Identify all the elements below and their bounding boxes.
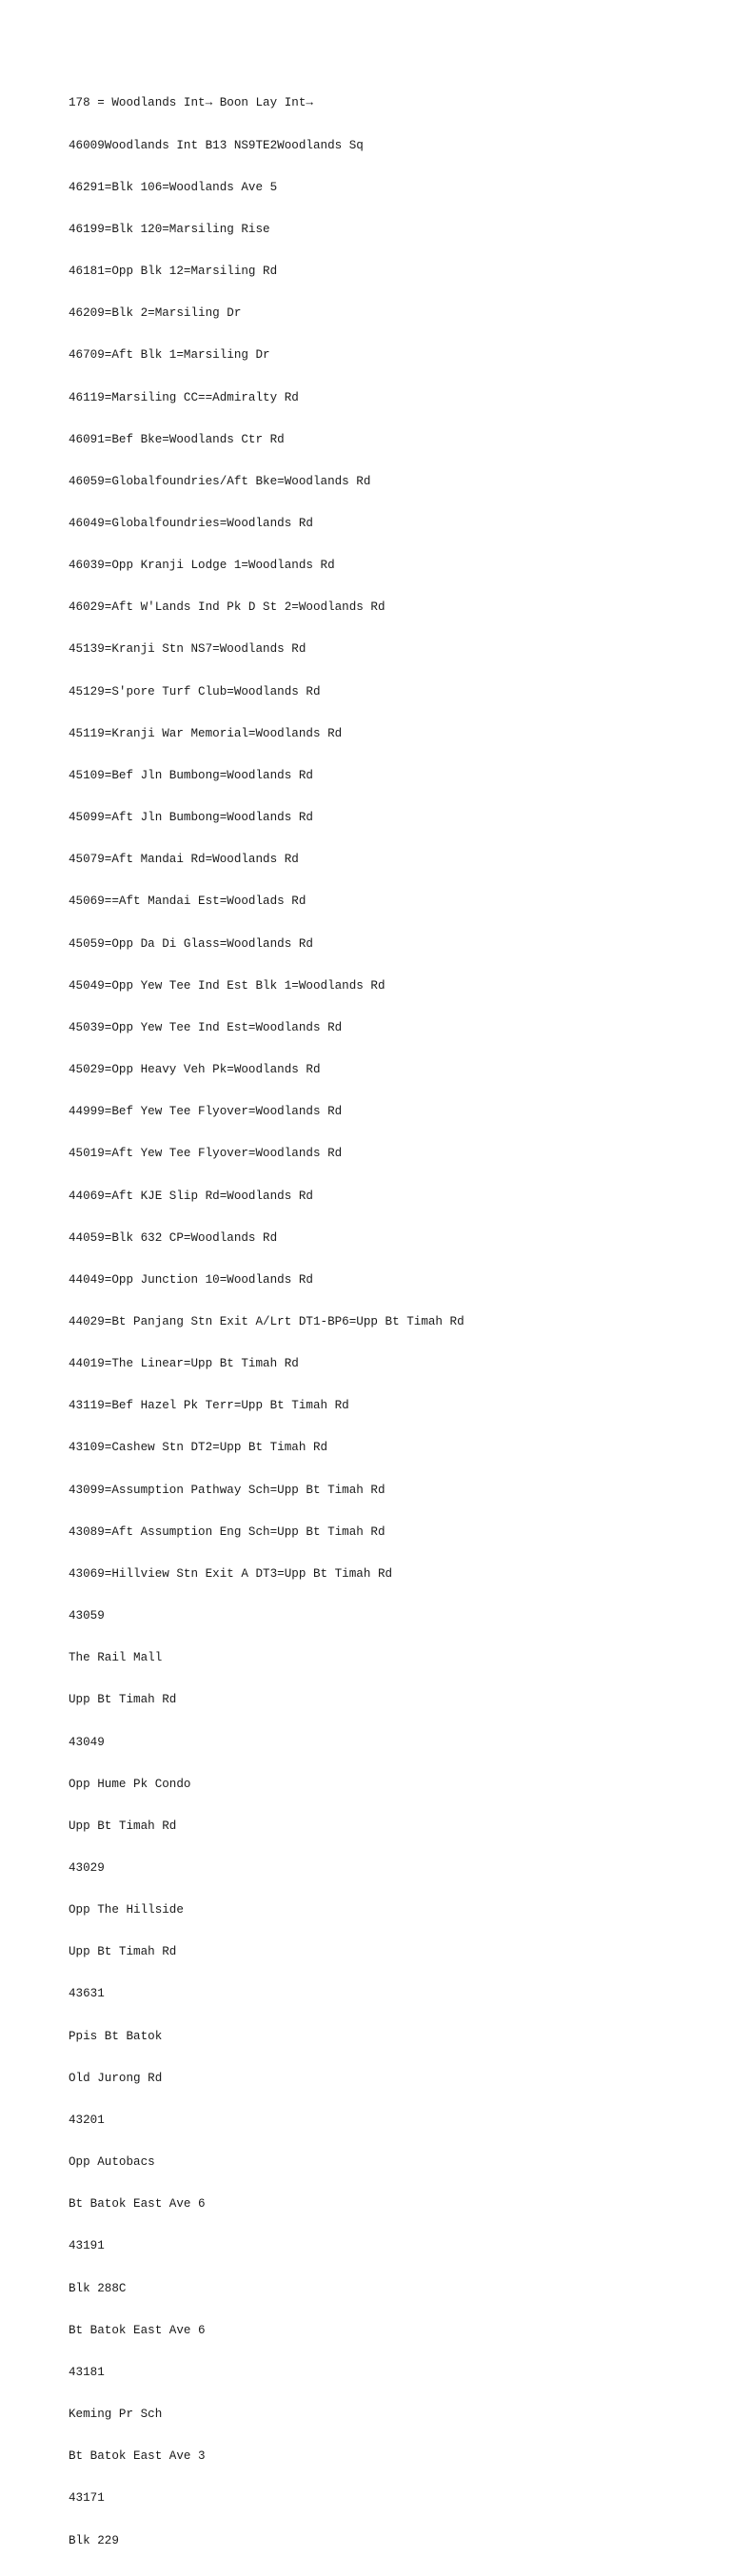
- stop-line: 44069=Aft KJE Slip Rd=Woodlands Rd: [69, 1189, 313, 1203]
- stop-code: 43181: [69, 2365, 105, 2379]
- stop-line: 46181=Opp Blk 12=Marsiling Rd: [69, 265, 278, 279]
- stop-road: Bt Batok East Ave 6: [69, 2323, 206, 2337]
- stop-description: Ppis Bt Batok: [69, 2029, 163, 2043]
- stop-code: 43171: [69, 2491, 105, 2506]
- stop-line: 43099=Assumption Pathway Sch=Upp Bt Timah Rd: [69, 1483, 385, 1497]
- stop-road: Upp Bt Timah Rd: [69, 1819, 177, 1833]
- stop-description: The Rail Mall: [69, 1651, 163, 1665]
- stop-code: 43049: [69, 1735, 105, 1749]
- stop-line: 43109=Cashew Stn DT2=Upp Bt Timah Rd: [69, 1441, 328, 1455]
- stop-code: 43631: [69, 1987, 105, 2001]
- stop-description: Opp Hume Pk Condo: [69, 1777, 191, 1791]
- stop-line: 46291=Blk 106=Woodlands Ave 5: [69, 180, 278, 194]
- stop-road: Bt Batok East Ave 3: [69, 2449, 206, 2464]
- stop-line: 45139=Kranji Stn NS7=Woodlands Rd: [69, 642, 306, 657]
- stop-line: 46029=Aft W'Lands Ind Pk D St 2=Woodlands Rd: [69, 600, 385, 615]
- stop-line: 46199=Blk 120=Marsiling Rise: [69, 222, 270, 236]
- route-header: 178 = Woodlands Int→ Boon Lay Int→: [69, 96, 313, 110]
- stop-road: Bt Batok East Ave 6: [69, 2197, 206, 2212]
- stop-line: 46209=Blk 2=Marsiling Dr: [69, 306, 242, 321]
- stop-line: 46709=Aft Blk 1=Marsiling Dr: [69, 348, 270, 363]
- stop-line: 46059=Globalfoundries/Aft Bke=Woodlands Rd: [69, 474, 371, 488]
- stop-line: 43119=Bef Hazel Pk Terr=Upp Bt Timah Rd: [69, 1399, 349, 1413]
- stop-line: 46039=Opp Kranji Lodge 1=Woodlands Rd: [69, 559, 335, 573]
- stop-description: Opp The Hillside: [69, 1903, 184, 1917]
- stop-line: 46049=Globalfoundries=Woodlands Rd: [69, 517, 313, 530]
- bus-route-stop-list: [69, 69, 697, 2576]
- stop-line: 45039=Opp Yew Tee Ind Est=Woodlands Rd: [69, 1020, 343, 1034]
- stop-line: 45079=Aft Mandai Rd=Woodlands Rd: [69, 853, 299, 867]
- stop-line: 45019=Aft Yew Tee Flyover=Woodlands Rd: [69, 1147, 343, 1161]
- stop-code: 43201: [69, 2113, 105, 2127]
- stop-code: 43059: [69, 1609, 105, 1623]
- stop-line: 45029=Opp Heavy Veh Pk=Woodlands Rd: [69, 1063, 321, 1077]
- stop-road: Old Jurong Rd: [69, 2071, 163, 2085]
- stop-description: Opp Autobacs: [69, 2155, 155, 2170]
- stop-code: 43191: [69, 2239, 105, 2253]
- stop-road: Upp Bt Timah Rd: [69, 1693, 177, 1707]
- stop-description: Blk 229: [69, 2533, 119, 2547]
- stop-line: 45109=Bef Jln Bumbong=Woodlands Rd: [69, 768, 313, 782]
- stop-code: 43029: [69, 1861, 105, 1875]
- stop-description: Blk 288C: [69, 2281, 127, 2295]
- stop-line: 45059=Opp Da Di Glass=Woodlands Rd: [69, 936, 313, 951]
- stop-line: 46119=Marsiling CC==Admiralty Rd: [69, 390, 299, 404]
- stop-line: 45049=Opp Yew Tee Ind Est Blk 1=Woodlands Rd: [69, 978, 385, 993]
- stop-road: Upp Bt Timah Rd: [69, 1945, 177, 1959]
- stop-line: 44059=Blk 632 CP=Woodlands Rd: [69, 1230, 278, 1245]
- stop-line: 45129=S'pore Turf Club=Woodlands Rd: [69, 684, 321, 698]
- stop-line: 44019=The Linear=Upp Bt Timah Rd: [69, 1357, 299, 1371]
- stop-description: Keming Pr Sch: [69, 2408, 163, 2422]
- stop-line: 44999=Bef Yew Tee Flyover=Woodlands Rd: [69, 1105, 343, 1119]
- stop-line: 45069==Aft Mandai Est=Woodlads Rd: [69, 895, 306, 909]
- stop-line: 45119=Kranji War Memorial=Woodlands Rd: [69, 726, 343, 740]
- stop-line: 45099=Aft Jln Bumbong=Woodlands Rd: [69, 811, 313, 825]
- stop-line: 43089=Aft Assumption Eng Sch=Upp Bt Timah Rd: [69, 1524, 385, 1539]
- stop-line: 43069=Hillview Stn Exit A DT3=Upp Bt Timah Rd: [69, 1566, 393, 1581]
- stop-line: 46009Woodlands Int B13 NS9TE2Woodlands Sq: [69, 138, 364, 152]
- stop-line: 44049=Opp Junction 10=Woodlands Rd: [69, 1272, 313, 1287]
- stop-line: 44029=Bt Panjang Stn Exit A/Lrt DT1-BP6=Upp Bt Timah Rd: [69, 1314, 464, 1328]
- stop-line: 46091=Bef Bke=Woodlands Ctr Rd: [69, 432, 285, 446]
